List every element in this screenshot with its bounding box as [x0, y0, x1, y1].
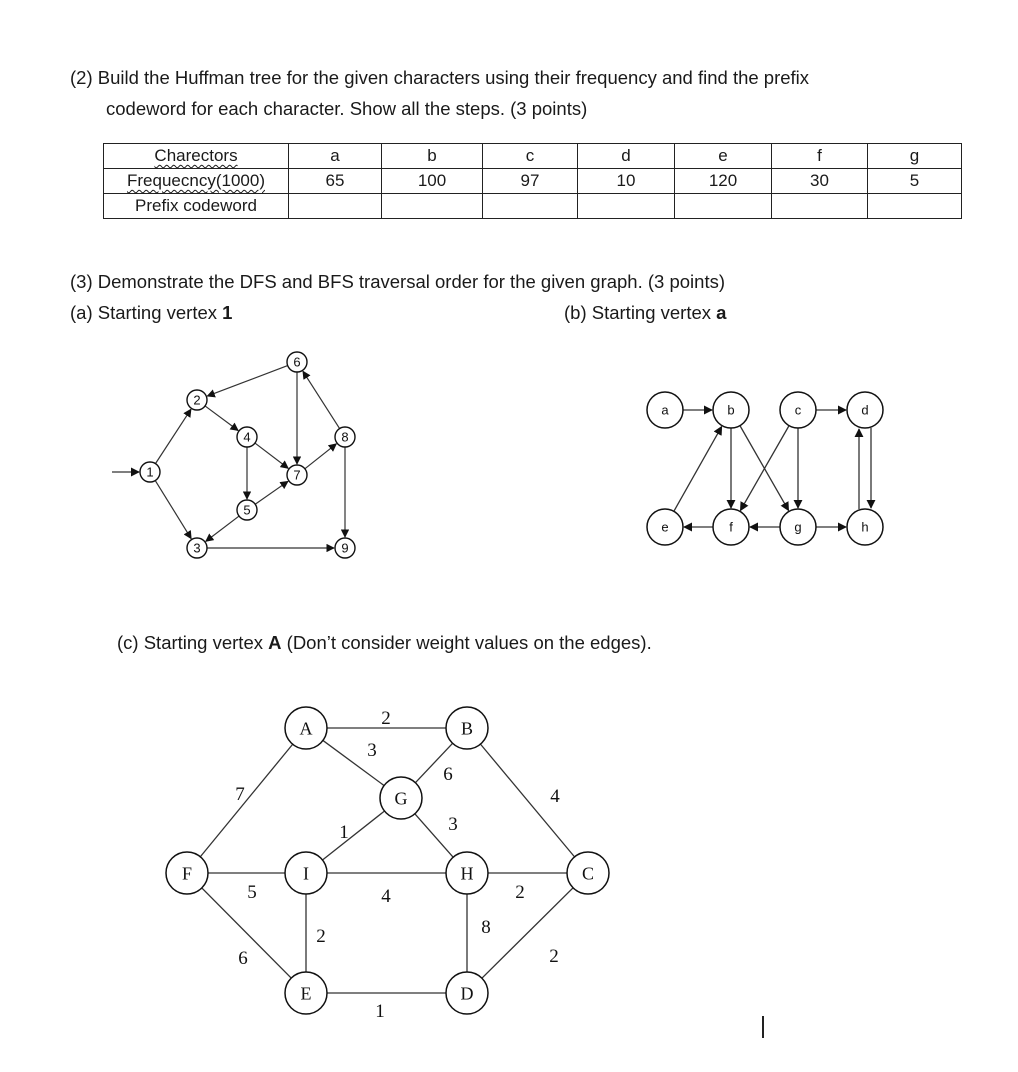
edge-5-3: [206, 516, 239, 541]
table-cell-empty[interactable]: [483, 194, 578, 219]
table-cell: d: [578, 144, 675, 169]
edge-weight-H-C: 2: [515, 882, 525, 903]
node-label-D: D: [460, 983, 474, 1004]
table-cell-empty[interactable]: [868, 194, 962, 219]
graph-b-directed: [620, 370, 910, 570]
node-label-f: f: [729, 519, 733, 535]
node-label-C: C: [581, 863, 595, 884]
table-cell: 100: [382, 169, 483, 194]
node-label-9: 9: [341, 540, 349, 556]
edge-weight-A-B: 2: [381, 708, 391, 729]
edge-weight-G-H: 3: [448, 814, 458, 835]
table-cell-empty[interactable]: [289, 194, 382, 219]
table-cell: f: [772, 144, 868, 169]
node-label-d: d: [861, 402, 869, 418]
row-header-characters: Charectors: [104, 144, 289, 169]
table-row: [104, 169, 962, 194]
edge-2-4: [205, 406, 238, 431]
edge-weight-F-I: 5: [247, 882, 257, 903]
edge-1-3: [155, 481, 191, 539]
node-label-F: F: [181, 863, 193, 884]
node-label-c: c: [794, 402, 802, 418]
table-row: [104, 144, 962, 169]
node-label-a: a: [661, 402, 669, 418]
q3-c-label: (c) Starting vertex A (Don’t consider weight values on the edges).: [117, 632, 652, 653]
huffman-table: [103, 143, 962, 219]
edge-1-2: [155, 409, 191, 463]
edge-5-7: [255, 481, 288, 504]
q3-b-label: (b) Starting vertex a: [564, 302, 727, 323]
edge-e-b: [674, 427, 722, 512]
edge-6-2: [207, 366, 287, 397]
table-cell-empty[interactable]: [675, 194, 772, 219]
edge-weight-F-E: 6: [238, 948, 248, 969]
node-label-g: g: [794, 519, 802, 535]
node-label-3: 3: [193, 540, 201, 556]
table-cell: 10: [578, 169, 675, 194]
table-cell-empty[interactable]: [382, 194, 483, 219]
node-label-8: 8: [341, 429, 349, 445]
table-cell: a: [289, 144, 382, 169]
table-cell: 65: [289, 169, 382, 194]
table-cell: c: [483, 144, 578, 169]
table-cell: 97: [483, 169, 578, 194]
node-label-b: b: [727, 402, 735, 418]
graph-a-directed: [100, 340, 380, 570]
node-label-h: h: [861, 519, 869, 535]
edge-7-8: [305, 444, 337, 469]
node-label-B: B: [460, 718, 474, 739]
edge-weight-H-D: 8: [481, 917, 491, 938]
table-cell: 30: [772, 169, 868, 194]
node-label-H: H: [460, 863, 474, 884]
table-row: [104, 194, 962, 219]
edge-8-6: [303, 371, 340, 428]
edge-weight-E-D: 1: [375, 1001, 385, 1022]
edge-weight-B-C: 4: [550, 786, 560, 807]
node-label-I: I: [303, 863, 309, 884]
edge-weight-I-H: 4: [381, 886, 391, 907]
node-label-7: 7: [293, 467, 301, 483]
node-label-E: E: [300, 983, 312, 1004]
q2-line2: codeword for each character. Show all the steps. (3 points): [106, 98, 588, 119]
node-label-4: 4: [243, 429, 251, 445]
edge-weight-I-E: 2: [316, 926, 326, 947]
edge-A-F: [200, 744, 292, 857]
edge-4-7: [255, 443, 288, 468]
edge-weight-B-G: 6: [443, 764, 453, 785]
table-cell-empty[interactable]: [772, 194, 868, 219]
edge-G-I: [322, 811, 384, 860]
q3-line1: (3) Demonstrate the DFS and BFS traversal order for the given graph. (3 points): [70, 271, 725, 292]
row-header-prefix: Prefix codeword: [104, 194, 289, 219]
table-cell-empty[interactable]: [578, 194, 675, 219]
edge-C-D: [482, 888, 573, 978]
q2-line1: (2) Build the Huffman tree for the given characters using their frequency and find the prefix: [70, 67, 810, 88]
edge-B-C: [480, 744, 574, 857]
text-cursor: [762, 1016, 764, 1038]
node-label-e: e: [661, 519, 669, 535]
edge-weight-A-F: 7: [235, 784, 245, 805]
node-label-1: 1: [146, 464, 154, 480]
row-header-frequency: Frequecncy(1000): [104, 169, 289, 194]
table-cell: b: [382, 144, 483, 169]
table-cell: g: [868, 144, 962, 169]
edge-weight-G-I: 1: [339, 822, 349, 843]
node-label-5: 5: [243, 502, 251, 518]
q3-a-label: (a) Starting vertex 1: [70, 302, 233, 323]
node-label-6: 6: [293, 354, 301, 370]
node-label-A: A: [299, 718, 313, 739]
node-label-G: G: [394, 788, 408, 809]
table-cell: 5: [868, 169, 962, 194]
edge-weight-C-D: 2: [549, 946, 559, 967]
graph-c-weighted: [150, 690, 640, 1030]
node-label-2: 2: [193, 392, 201, 408]
table-cell: e: [675, 144, 772, 169]
table-cell: 120: [675, 169, 772, 194]
edge-weight-A-G: 3: [367, 740, 377, 761]
